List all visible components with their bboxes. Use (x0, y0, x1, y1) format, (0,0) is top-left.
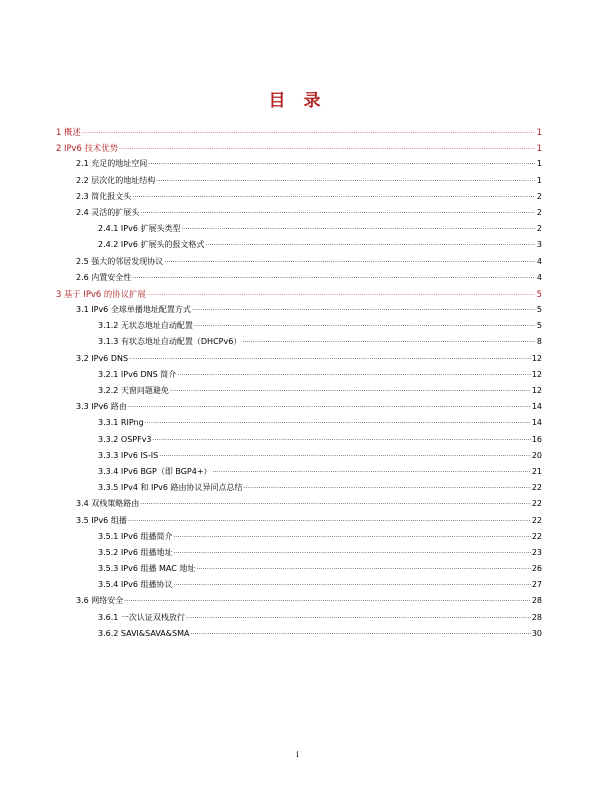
toc-dot-leader (213, 465, 531, 481)
toc-dot-leader (181, 222, 535, 238)
toc-dot-leader (173, 546, 530, 562)
toc-entry-label: 3.3.5 IPv4 和 IPv6 路由协议异同点总结 (98, 483, 243, 493)
toc-entry-label: 2 IPv6 技术优势 (56, 143, 118, 154)
toc-entry-label: 2.3 简化报文头 (76, 191, 132, 201)
toc-dot-leader (119, 142, 535, 158)
page-title: 目 录 (268, 91, 327, 111)
toc-entry-page: 8 (536, 337, 542, 347)
toc-entry-label: 3.2 IPv6 DNS (76, 353, 129, 363)
toc-entry[interactable] (56, 529, 542, 545)
toc-dot-leader (147, 288, 535, 304)
toc-dot-leader (177, 368, 531, 384)
toc-entry-page: 1 (536, 159, 542, 169)
toc-entry-label: 3 基于 IPv6 的协议扩展 (56, 288, 146, 299)
toc-entry-page: 12 (531, 353, 542, 363)
toc-entry-page: 12 (531, 386, 542, 395)
toc-dot-leader (140, 497, 531, 513)
toc-entry-page: 20 (531, 450, 542, 460)
toc-entry-page: 28 (531, 612, 542, 622)
toc-entry[interactable] (56, 173, 542, 189)
toc-entry-label: 3.6.1 一次认证双栈放行 (98, 612, 185, 622)
toc-dot-leader (244, 481, 531, 497)
toc-entry-page: 16 (531, 434, 542, 444)
toc-entry-page: 1 (536, 143, 542, 154)
toc-entry-label: 3.3.4 IPv6 BGP（即 BGP4+） (98, 466, 212, 476)
toc-entry-label: 3.5 IPv6 组播 (76, 515, 127, 525)
toc-entry[interactable] (56, 399, 542, 415)
toc-dot-leader (194, 319, 535, 335)
toc-entry-page: 27 (531, 580, 542, 590)
toc-entry[interactable] (56, 432, 542, 448)
toc-entry-page: 12 (531, 369, 542, 379)
toc-dot-leader (173, 530, 530, 546)
toc-entry-label: 2.5 强大的邻居发现协议 (76, 256, 164, 266)
toc-entry-label: 3.5.2 IPv6 组播地址 (98, 547, 173, 557)
toc-entry[interactable] (56, 496, 542, 512)
toc-dot-leader (190, 627, 530, 643)
toc-dot-leader (148, 157, 535, 173)
toc-entry-label: 2.6 内置安全性 (76, 272, 132, 282)
toc-entry-page: 22 (531, 483, 542, 493)
page-number-footer: i (296, 750, 299, 759)
toc-entry[interactable] (56, 351, 542, 367)
toc-entry[interactable] (56, 237, 542, 253)
toc-entry-page: 28 (531, 596, 542, 606)
toc-entry[interactable] (56, 334, 542, 350)
toc-entry-page: 2 (536, 224, 542, 234)
toc-entry[interactable] (56, 561, 542, 577)
toc-entry-label: 3.2.2 天窗问题避免 (98, 386, 169, 395)
toc-entry-page: 26 (531, 564, 542, 574)
toc-entry[interactable] (56, 140, 542, 156)
toc-entry-label: 2.4.1 IPv6 扩展头类型 (98, 224, 181, 234)
toc-dot-leader (192, 303, 535, 319)
toc-entry-page: 22 (531, 499, 542, 509)
toc-entry-label: 3.3.2 OSPFv3 (98, 434, 152, 444)
toc-entry-label: 3.5.4 IPv6 组播协议 (98, 580, 173, 590)
toc-dot-leader (170, 384, 531, 400)
toc-entry-page: 14 (531, 402, 542, 412)
toc-entry-page: 22 (531, 515, 542, 525)
toc-entry[interactable] (56, 221, 542, 237)
toc-entry-label: 3.3 IPv6 路由 (76, 402, 127, 412)
toc-dot-leader (205, 238, 535, 254)
toc-entry-page: 5 (536, 305, 542, 315)
toc-entry[interactable] (56, 367, 542, 383)
toc-entry-page: 5 (536, 321, 542, 331)
toc-entry-label: 3.3.1 RIPng (98, 418, 144, 428)
toc-entry-label: 3.1.3 有状态地址自动配置（DHCPv6） (98, 337, 242, 347)
toc-entry[interactable] (56, 626, 542, 642)
toc-entry-page: 4 (536, 272, 542, 282)
toc-dot-leader (129, 352, 531, 368)
toc-entry-label: 3.6.2 SAVI&SAVA&SMA (98, 628, 190, 638)
toc-dot-leader (145, 416, 531, 432)
toc-entry[interactable] (56, 286, 542, 302)
toc-entry[interactable] (56, 448, 542, 464)
toc-dot-leader (128, 400, 531, 416)
toc-entry[interactable] (56, 593, 542, 609)
toc-entry[interactable] (56, 318, 542, 334)
toc-entry-label: 3.5.1 IPv6 组播简介 (98, 531, 173, 541)
toc-entry-page: 1 (536, 127, 542, 137)
toc-entry[interactable] (56, 189, 542, 205)
toc-dot-leader (242, 335, 535, 351)
toc-entry[interactable] (56, 480, 542, 496)
toc-entry-page: 22 (531, 531, 542, 541)
toc-entry-label: 3.3.3 IPv6 IS-IS (98, 450, 159, 460)
toc-entry-page: 14 (531, 418, 542, 428)
toc-entry-label: 3.2.1 IPv6 DNS 简介 (98, 369, 177, 379)
toc-entry-page: 4 (536, 256, 542, 266)
toc-dot-leader (140, 206, 535, 222)
toc-dot-leader (82, 126, 535, 142)
toc-entry-label: 2.4.2 IPv6 扩展头的报文格式 (98, 240, 205, 250)
toc-entry[interactable] (56, 415, 542, 431)
toc-entry[interactable] (56, 610, 542, 626)
toc-dot-leader (128, 514, 531, 530)
toc-entry[interactable] (56, 205, 542, 221)
toc-entry-label: 2.4 灵活的扩展头 (76, 207, 140, 217)
toc-entry-page: 1 (536, 175, 542, 185)
toc-entry-page: 21 (531, 466, 542, 476)
toc-entry[interactable] (56, 156, 542, 172)
toc-entry[interactable] (56, 383, 542, 399)
toc-entry-page: 5 (536, 288, 542, 299)
toc-entry-label: 3.4 双栈策略路由 (76, 499, 140, 509)
toc-dot-leader (164, 255, 535, 271)
table-of-contents (56, 124, 542, 642)
toc-dot-leader (186, 611, 531, 627)
toc-entry[interactable] (56, 124, 542, 140)
toc-entry-label: 3.1 IPv6 全球单播地址配置方式 (76, 305, 191, 315)
toc-entry[interactable] (56, 302, 542, 318)
toc-entry-page: 23 (531, 547, 542, 557)
toc-entry[interactable] (56, 513, 542, 529)
toc-entry-page: 30 (531, 628, 542, 638)
toc-entry[interactable] (56, 545, 542, 561)
toc-entry-label: 3.6 网络安全 (76, 596, 124, 606)
toc-entry[interactable] (56, 270, 542, 286)
toc-entry-label: 3.5.3 IPv6 组播 MAC 地址 (98, 564, 196, 574)
toc-entry-label: 3.1.2 无状态地址自动配置 (98, 321, 193, 331)
toc-entry-label: 2.2 层次化的地址结构 (76, 175, 156, 185)
toc-entry[interactable] (56, 577, 542, 593)
toc-dot-leader (124, 594, 531, 610)
toc-entry[interactable] (56, 254, 542, 270)
toc-dot-leader (153, 433, 531, 449)
toc-dot-leader (132, 190, 535, 206)
toc-dot-leader (156, 174, 535, 190)
toc-entry-label: 1 概述 (56, 127, 81, 137)
toc-entry-label: 2.1 充足的地址空间 (76, 159, 148, 169)
toc-dot-leader (173, 578, 530, 594)
toc-entry[interactable] (56, 464, 542, 480)
toc-dot-leader (159, 449, 531, 465)
toc-entry-page: 2 (536, 191, 542, 201)
toc-entry-page: 2 (536, 207, 542, 217)
toc-dot-leader (132, 271, 535, 287)
toc-dot-leader (196, 562, 530, 578)
toc-entry-page: 3 (536, 240, 542, 250)
